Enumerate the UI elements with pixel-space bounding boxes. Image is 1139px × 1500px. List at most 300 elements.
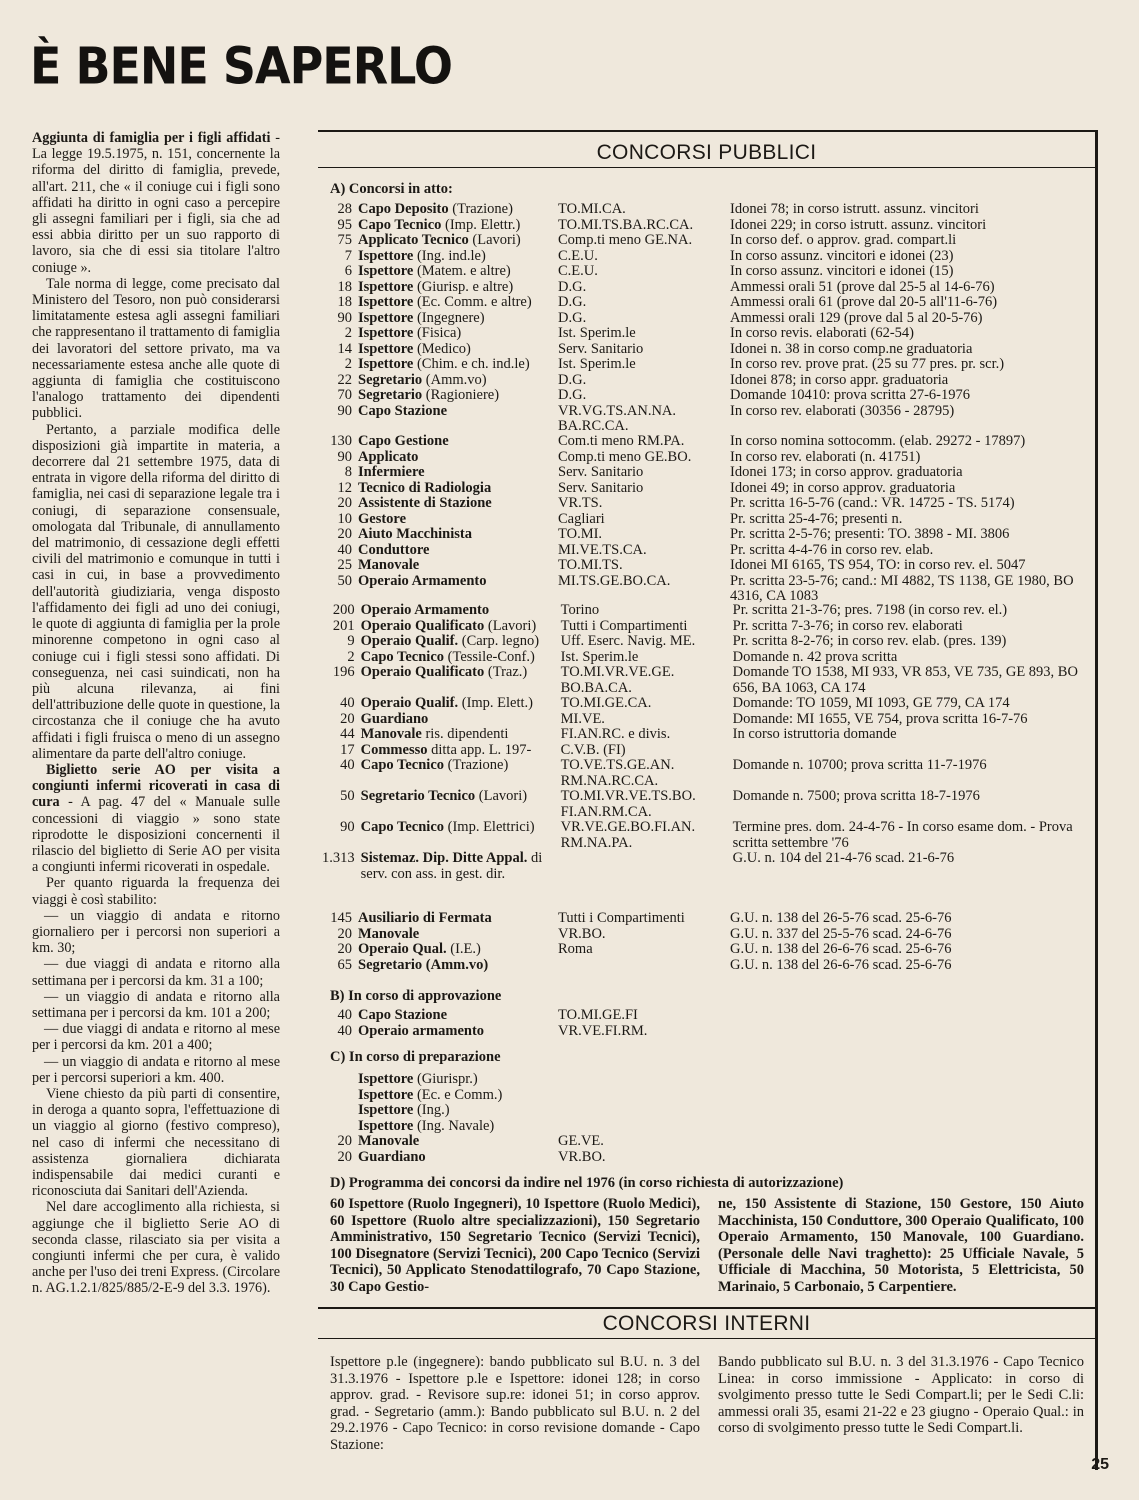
- sedi: MI.VE.TS.CA.: [558, 541, 647, 558]
- frequency-list-item: — un viaggio di andata e ritorno giornaliero per i percorsi non superiori a km. 30;: [32, 907, 280, 957]
- qualifica: [358, 373, 558, 389]
- qualifica: [358, 218, 558, 234]
- qualifica: [358, 342, 558, 358]
- sedi: Ist. Sperim.le: [560, 648, 639, 665]
- stato-concorso: G.U. n. 337 del 25-5-76 scad. 24-6-76: [730, 925, 952, 942]
- frequency-list-item: — un viaggio di andata e ritorno al mese per i percorsi superiori a km. 400.: [32, 1053, 280, 1086]
- sedi: Serv. Sanitario: [558, 340, 644, 357]
- qualifica: [358, 496, 558, 512]
- qualifica-note: (Traz.): [484, 664, 528, 680]
- sedi: VR.VG.TS.AN.NA. BA.RC.CA.: [558, 402, 677, 434]
- qualifica-name: Capo Tecnico: [358, 216, 442, 233]
- stato-concorso: Pr. scritta 2-5-76; presenti: TO. 3898 - MI. 3806: [730, 526, 1010, 542]
- concorsi-table-a1: [322, 202, 1082, 435]
- qualifica-note: (I.E.): [446, 941, 481, 957]
- qualifica: [358, 202, 558, 218]
- posti-count: 145: [330, 910, 352, 926]
- qualifica-name: Ispettore: [358, 247, 414, 264]
- right-border-rule: [1095, 130, 1098, 1470]
- qualifica: [358, 1008, 558, 1024]
- concorso-row: [322, 450, 1082, 466]
- stato-concorso: Idonei n. 38 in corso comp.ne graduatoria: [730, 340, 973, 357]
- qualifica-name: Ispettore: [358, 1102, 414, 1118]
- concorso-row: [322, 311, 1082, 327]
- concorsi-table-a3: [322, 603, 1085, 882]
- sedi: Serv. Sanitario: [558, 479, 644, 496]
- concorso-row: [322, 1119, 1082, 1135]
- left-column-article: [32, 130, 280, 1297]
- qualifica-name: Ispettore: [358, 1071, 414, 1087]
- concorso-row: [322, 1088, 1082, 1104]
- qualifica-name: Capo Stazione: [358, 1007, 448, 1023]
- qualifica: [358, 1134, 558, 1150]
- stato-concorso: [730, 1024, 1082, 1040]
- concorso-row: [322, 233, 1082, 249]
- paragraph: Pertanto, a parziale modifica delle disposizioni già impartite in materia, a decorrere dal 21 settembre 1975, data di entrata in vigore della riforma del diritto di famiglia, nei casi di separazione legale tra i coniugi, di separazione consensuale, omologata dal Tribunale, di annullamento del matrimonio, di cessazione degli effetti civili del matrimonio e comunque in tutti i casi in cui, in base a provvedimento dell'autorità giudiziaria, venga disposto l'affidamento dei figli ad uno dei coniugi, le quote di aggiunta di famiglia per la prole minorenne competono in ogni caso al coniuge cui i figli stessi sono affidati. Di conseguenza, nei casi suindicati, non ha più alcuna rilevanza, ai fini dell'attribuzione delle quote in questione, la circostanza che il coniuge che ha avuto affidati i figli fruisca o meno di un assegno alimentare da parte dell'altro coniuge.: [32, 421, 280, 762]
- posti-count: 20: [337, 1133, 352, 1149]
- interni-title-rule: [318, 1338, 1095, 1339]
- qualifica-name: Ispettore: [358, 294, 414, 310]
- sedi: VR.VE.GE.BO.FI.AN. RM.NA.PA.: [560, 819, 696, 851]
- section-d-heading: D) Programma dei concorsi da indire nel 1976 (in corso richiesta di autorizzazione): [330, 1175, 844, 1191]
- concorso-row: [322, 603, 1085, 619]
- concorsi-table-a2: [322, 434, 1082, 605]
- stato-concorso: Pr. scritta 16-5-76 (cand.: VR. 14725 - TS. 5174): [730, 495, 1015, 511]
- concorso-row: [322, 1103, 1082, 1119]
- sedi: TO.MI.GE.CA.: [560, 695, 652, 711]
- stato-concorso: [730, 1103, 1082, 1119]
- stato-concorso: G.U. n. 138 del 26-5-76 scad. 25-6-76: [730, 910, 952, 926]
- sedi: [558, 1119, 730, 1135]
- sedi: C.V.B. (FI): [560, 741, 626, 758]
- posti-count: [322, 1072, 358, 1088]
- posti-count: 18: [337, 278, 352, 295]
- qualifica: [361, 758, 561, 789]
- qualifica: [358, 942, 558, 958]
- qualifica-name: Ispettore: [358, 263, 414, 279]
- concorso-row: [322, 743, 1085, 759]
- stato-concorso: In corso nomina sottocomm. (elab. 29272 - 17897): [730, 433, 1026, 449]
- concorso-row: [322, 280, 1082, 296]
- sedi: [558, 1072, 730, 1088]
- stato-concorso: G.U. n. 138 del 26-6-76 scad. 25-6-76: [730, 956, 952, 973]
- qualifica: [358, 249, 558, 265]
- program-right: ne, 150 Assistente di Stazione, 150 Gestore, 150 Aiuto Macchinista, 150 Conduttore, 300 Operaio Qualificato, 100 Operaio Armamento, 150 Manovale, 100 Guardiano. (Personale delle Navi traghetto): 25 Ufficiale Navale, 5 Ufficiale di Macchina, 50 Motorista, 5 Elettricista, 50 Marinaio, 5 Carbonaio, 5 Carpentiere.: [718, 1196, 1084, 1295]
- stato-concorso: Pr. scritta 4-4-76 in corso rev. elab.: [730, 541, 934, 558]
- posti-count: 90: [337, 309, 352, 326]
- sedi: Tutti i Compartimenti: [560, 617, 688, 634]
- qualifica: [361, 743, 561, 759]
- stato-concorso: Termine pres. dom. 24-4-76 - In corso esame dom. - Prova scritta settembre '76: [732, 819, 1073, 851]
- top-rule: [318, 130, 1095, 132]
- sedi: D.G.: [558, 387, 587, 403]
- concorso-row: [322, 942, 1082, 958]
- stato-concorso: Ammessi orali 51 (prove dal 25-5 al 14-6-76): [730, 278, 995, 295]
- sedi: TO.VE.TS.GE.AN. RM.NA.RC.CA.: [560, 757, 675, 789]
- concorso-row: [322, 1024, 1082, 1040]
- sedi: [561, 851, 733, 882]
- frequency-list-item: — due viaggi di andata e ritorno alla settimana per i percorsi da km. 31 a 100;: [32, 956, 280, 989]
- concorso-row: [322, 434, 1082, 450]
- stato-concorso: Pr. scritta 7-3-76; in corso rev. elaborati: [732, 617, 963, 634]
- qualifica-note: (Trazione): [448, 201, 513, 217]
- posti-count: 50: [340, 788, 355, 804]
- sedi: [558, 958, 730, 974]
- sedi: VR.BO.: [558, 1148, 606, 1165]
- section-b-heading: B) In corso di approvazione: [330, 988, 502, 1004]
- stato-concorso: Idonei MI 6165, TS 954, TO: in corso rev. el. 5047: [730, 557, 1026, 573]
- section-c-heading: C) In corso di preparazione: [330, 1049, 501, 1065]
- concorso-row: [322, 357, 1082, 373]
- posti-count: 1.313: [322, 850, 355, 866]
- qualifica-name: Sistemaz. Dip. Ditte Appal.: [360, 850, 528, 866]
- concorso-row: [322, 326, 1082, 342]
- qualifica-note: (Ec. e Comm.): [413, 1086, 503, 1103]
- qualifica-name: Guardiano: [360, 710, 429, 727]
- stato-concorso: [730, 1150, 1082, 1166]
- qualifica: [361, 851, 561, 882]
- qualifica-name: Guardiano: [358, 1148, 426, 1165]
- posti-count: [322, 1088, 358, 1104]
- posti-count: 200: [332, 602, 355, 618]
- concorso-row: [322, 465, 1082, 481]
- posti-count: 201: [332, 617, 355, 634]
- sedi: TO.MI.TS.BA.RC.CA.: [558, 216, 694, 233]
- qualifica-name: Operaio Qualif.: [360, 633, 459, 649]
- posti-count: 40: [337, 1007, 352, 1023]
- article-aggiunta-famiglia: Aggiunta di famiglia per i figli affidati - La legge 19.5.1975, n. 151, concernente la riforma del diritto di famiglia, prevede, all'art. 211, che « il coniuge cui i figli sono affidati ha diritto in ogni caso a percepire gli assegni familiari per i figli, sia che ad essi abbia diritto per un suo rapporto di lavoro, sia che di essi sia titolare l'altro coniuge ».: [32, 130, 280, 276]
- stato-concorso: In corso assunz. vincitori e idonei (15): [730, 263, 954, 279]
- posti-count: 28: [337, 201, 352, 217]
- stato-concorso: [730, 1134, 1082, 1150]
- qualifica: [358, 465, 558, 481]
- frequency-list-item: — due viaggi di andata e ritorno al mese per i percorsi da km. 201 a 400;: [32, 1021, 280, 1054]
- section-a-heading: A) Concorsi in atto:: [330, 181, 453, 197]
- qualifica-name: Assistente di Stazione: [358, 495, 492, 511]
- stato-concorso: Idonei 229; in corso istrutt. assunz. vincitori: [730, 216, 987, 233]
- stato-concorso: [730, 1119, 1082, 1135]
- concorso-row: [322, 543, 1082, 559]
- stato-concorso: Domande n. 10700; prova scritta 11-7-1976: [732, 757, 987, 773]
- qualifica: [361, 665, 561, 696]
- qualifica: [358, 264, 558, 280]
- page-number: 25: [1091, 1456, 1109, 1473]
- sedi: [558, 1088, 730, 1104]
- stato-concorso: [733, 743, 1085, 759]
- qualifica: [358, 481, 558, 497]
- stato-concorso: [730, 1008, 1082, 1024]
- interni-top-rule: [318, 1307, 1095, 1309]
- qualifica-name: Segretario: [358, 387, 423, 403]
- qualifica: [358, 574, 558, 605]
- qualifica-note: (Trazione): [444, 757, 509, 773]
- qualifica-note: (Giurispr.): [413, 1071, 478, 1087]
- posti-count: [322, 1119, 358, 1135]
- qualifica-name: Gestore: [358, 510, 407, 527]
- sedi: Com.ti meno RM.PA.: [558, 433, 685, 449]
- sedi: D.G.: [558, 294, 587, 310]
- paragraph: Viene chiesto da più parti di consentire, in deroga a quanto sopra, l'effettuazione di un viaggio al giorno (festivo compreso), nel caso di infermi che necessitano di assistenza giornaliera dichiarata indispensabile dai medici curanti e riconosciuta dai Sanitari dell'Azienda.: [32, 1085, 280, 1200]
- stato-concorso: [730, 1072, 1082, 1088]
- qualifica: [361, 603, 561, 619]
- qualifica-name: Operaio Qualificato: [360, 664, 485, 680]
- qualifica-name: Capo Tecnico: [360, 757, 445, 773]
- qualifica-note: ditta app. L. 197-: [427, 741, 532, 758]
- qualifica: [358, 311, 558, 327]
- qualifica: [361, 789, 561, 820]
- sedi: D.G.: [558, 371, 587, 388]
- qualifica-note: (Imp. Elettr.): [441, 216, 521, 233]
- sedi: Ist. Sperim.le: [558, 325, 636, 341]
- qualifica: [358, 527, 558, 543]
- posti-count: 40: [340, 757, 355, 773]
- qualifica-name: Ispettore: [358, 340, 414, 357]
- posti-count: 40: [337, 541, 352, 558]
- qualifica-name: Infermiere: [358, 464, 425, 480]
- stato-concorso: Domande: MI 1655, VE 754, prova scritta 16-7-76: [732, 710, 1028, 727]
- posti-count: 65: [337, 956, 352, 973]
- posti-count: 20: [337, 495, 352, 511]
- concorso-row: [322, 481, 1082, 497]
- stato-concorso: Domande n. 42 prova scritta: [732, 648, 898, 665]
- posti-count: 196: [332, 664, 355, 680]
- qualifica-name: Ispettore: [358, 356, 414, 372]
- stato-concorso: Idonei 49; in corso approv. graduatoria: [730, 479, 956, 496]
- sedi: Uff. Eserc. Navig. ME.: [560, 633, 696, 649]
- qualifica-name: Capo Stazione: [358, 402, 448, 419]
- qualifica-name: Ispettore: [358, 309, 414, 326]
- posti-count: 20: [337, 1148, 352, 1165]
- sedi: Comp.ti meno GE.NA.: [558, 232, 693, 248]
- qualifica: [361, 820, 561, 851]
- concorso-row: [322, 218, 1082, 234]
- qualifica: [361, 696, 561, 712]
- stato-concorso: In corso revis. elaborati (62-54): [730, 325, 915, 341]
- qualifica-note: (Giurisp. e altre): [413, 278, 514, 295]
- sedi: VR.BO.: [558, 925, 606, 942]
- qualifica-name: Applicato Tecnico: [358, 232, 469, 248]
- qualifica: [358, 388, 558, 404]
- section-title-concorsi-pubblici: CONCORSI PUBBLICI: [596, 141, 817, 164]
- concorso-row: [322, 1072, 1082, 1088]
- concorso-row: [322, 202, 1082, 218]
- stato-concorso: In corso rev. prove prat. (25 su 77 pres. pr. scr.): [730, 356, 1005, 372]
- stato-concorso: Domande 10410: prova scritta 27-6-1976: [730, 387, 971, 403]
- sedi: TO.MI.TS.: [558, 557, 623, 573]
- qualifica-name: Capo Deposito: [358, 201, 449, 217]
- qualifica-name: Capo Tecnico: [360, 648, 445, 665]
- stato-concorso: Pr. scritta 21-3-76; pres. 7198 (in corso rev. el.): [732, 602, 1008, 618]
- posti-count: 12: [337, 479, 352, 496]
- sedi: Roma: [558, 941, 593, 957]
- qualifica-name: Capo Tecnico: [360, 819, 445, 835]
- interni-left: Ispettore p.le (ingegnere): bando pubblicato sul B.U. n. 3 del 31.3.1976 - Ispettore p.le e Ispettore: idonei 128; in corso approv. grad. - Revisore sup.re: idonei 51; in corso approv. grad. - Segretario (amm.): Bando pubblicato sul B.U. n. 2 del 29.2.1976 - Capo Tecnico: in corso revisione domande - Capo Stazione:: [330, 1354, 700, 1453]
- qualifica-note: (Carp. legno): [458, 633, 540, 649]
- qualifica-name: Segretario: [358, 371, 423, 388]
- article-title: Biglietto serie AO per visita a congiunti infermi ricoverati in casa di cura: [32, 761, 280, 811]
- qualifica-name: Operaio Qualif.: [360, 695, 459, 711]
- stato-concorso: In corso rev. elaborati (n. 41751): [730, 448, 921, 465]
- qualifica-note: (Ec. Comm. e altre): [413, 294, 532, 310]
- qualifica: [358, 911, 558, 927]
- posti-count: 90: [337, 402, 352, 419]
- concorso-row: [322, 696, 1085, 712]
- qualifica-name: Conduttore: [358, 541, 430, 558]
- qualifica-name: Capo Gestione: [358, 433, 449, 449]
- stato-concorso: [730, 1088, 1082, 1104]
- posti-count: 130: [330, 433, 352, 449]
- sedi: MI.VE.: [560, 710, 605, 727]
- qualifica-name: Tecnico di Radiologia: [358, 479, 492, 496]
- qualifica-name: Manovale: [358, 557, 420, 573]
- article-biglietto-ao: Biglietto serie AO per visita a congiunti infermi ricoverati in casa di cura - A pag. 47 del « Manuale sulle concessioni di viaggio » sono state riprodotte le disposizioni concernenti il rilascio del biglietto di Serie AO per visita a congiunti infermi ricoverati in ospedale.: [32, 761, 280, 876]
- sedi: TO.MI.: [558, 526, 603, 542]
- sedi: Serv. Sanitario: [558, 464, 644, 480]
- qualifica-note: (Lavori): [484, 617, 537, 634]
- program-left: 60 Ispettore (Ruolo Ingegneri), 10 Ispettore (Ruolo Medici), 60 Ispettore (Ruolo altre specializzazioni), 150 Segretario Amministrativo, 150 Segretario Tecnico (Servizi Tecnici), 100 Disegnatore (Servizi Tecnici), 200 Capo Tecnico (Servizi Tecnici), 50 Applicato Stenodattilografo, 70 Capo Stazione, 30 Capo Gestio-: [330, 1196, 700, 1295]
- stato-concorso: Domande n. 7500; prova scritta 18-7-1976: [732, 788, 980, 804]
- concorso-row: [322, 958, 1082, 974]
- qualifica: [361, 634, 561, 650]
- posti-count: 20: [337, 941, 352, 957]
- sedi: C.E.U.: [558, 247, 598, 264]
- sedi: Cagliari: [558, 510, 605, 527]
- qualifica-name: Operaio Qualificato: [360, 617, 485, 634]
- posti-count: 20: [340, 710, 355, 727]
- posti-count: 25: [337, 557, 352, 573]
- concorso-row: [322, 558, 1082, 574]
- concorso-row: [322, 574, 1082, 605]
- posti-count: 20: [337, 925, 352, 942]
- qualifica: [358, 404, 558, 435]
- posti-count: 90: [337, 448, 352, 465]
- qualifica-note: di serv. con ass. in gest. dir.: [360, 850, 543, 882]
- sedi: GE.VE.: [558, 1133, 604, 1149]
- sedi: MI.TS.GE.BO.CA.: [558, 572, 671, 589]
- qualifica-note: (Lavori): [468, 232, 521, 248]
- stato-concorso: In corso rev. elaborati (30356 - 28795): [730, 402, 955, 419]
- qualifica: [358, 1150, 558, 1166]
- posti-count: 2: [344, 356, 352, 372]
- qualifica-name: Ispettore: [358, 1117, 414, 1134]
- qualifica: [361, 727, 561, 743]
- posti-count: 70: [337, 387, 352, 403]
- concorso-row: [322, 1134, 1082, 1150]
- concorso-row: [322, 496, 1082, 512]
- title-rule: [318, 167, 1095, 168]
- qualifica-note: (Amm.vo): [422, 371, 487, 388]
- qualifica-name: Ispettore: [358, 325, 414, 341]
- posti-count: 20: [337, 526, 352, 542]
- concorso-row: [322, 512, 1082, 528]
- stato-concorso: Idonei 173; in corso approv. graduatoria: [730, 464, 963, 480]
- qualifica: [358, 1119, 558, 1135]
- qualifica: [361, 650, 561, 666]
- concorso-row: [322, 665, 1085, 696]
- sedi: D.G.: [558, 278, 587, 295]
- qualifica-name: Operaio Armamento: [358, 572, 487, 589]
- qualifica: [358, 543, 558, 559]
- stato-concorso: G.U. n. 138 del 26-6-76 scad. 25-6-76: [730, 941, 952, 957]
- posti-count: 95: [337, 216, 352, 233]
- qualifica: [358, 280, 558, 296]
- stato-concorso: Idonei 78; in corso istrutt. assunz. vincitori: [730, 201, 979, 217]
- qualifica-name: Manovale: [360, 726, 422, 742]
- stato-concorso: Ammessi orali 61 (prove dal 20-5 all'11-6-76): [730, 294, 998, 310]
- qualifica-name: Operaio armamento: [358, 1022, 485, 1039]
- posti-count: 7: [344, 247, 352, 264]
- posti-count: [322, 1103, 358, 1119]
- posti-count: 22: [337, 371, 352, 388]
- stato-concorso: Pr. scritta 25-4-76; presenti n.: [730, 510, 903, 527]
- concorso-row: [322, 712, 1085, 728]
- qualifica: [361, 619, 561, 635]
- qualifica-name: Segretario (Amm.vo): [358, 956, 489, 973]
- concorso-row: [322, 758, 1085, 789]
- sedi: Tutti i Compartimenti: [558, 910, 685, 926]
- posti-count: 44: [340, 726, 355, 742]
- sedi: TO.MI.VR.VE.GE. BO.BA.CA.: [560, 664, 675, 696]
- qualifica-name: Segretario Tecnico: [360, 788, 476, 804]
- concorso-row: [322, 650, 1085, 666]
- qualifica-name: Operaio Armamento: [360, 602, 490, 618]
- sedi: TO.MI.GE.FI: [558, 1007, 638, 1023]
- posti-count: 9: [347, 633, 355, 649]
- qualifica-note: (Imp. Elett.): [458, 695, 534, 711]
- stato-concorso: Pr. scritta 8-2-76; in corso rev. elab. (pres. 139): [732, 633, 1007, 649]
- concorso-row: [322, 911, 1082, 927]
- concorso-row: [322, 789, 1085, 820]
- concorso-row: [322, 404, 1082, 435]
- qualifica: [358, 1072, 558, 1088]
- qualifica-note: (Lavori): [475, 788, 528, 804]
- concorso-row: [322, 373, 1082, 389]
- stato-concorso: G.U. n. 104 del 21-4-76 scad. 21-6-76: [732, 850, 955, 866]
- qualifica-note: (Ing.): [413, 1102, 450, 1118]
- concorso-row: [322, 342, 1082, 358]
- qualifica-note: (Ingegnere): [413, 309, 485, 326]
- stato-concorso: Idonei 878; in corso appr. graduatoria: [730, 371, 949, 388]
- posti-count: 90: [340, 819, 355, 835]
- qualifica-note: (Ing. Navale): [413, 1117, 495, 1134]
- qualifica-note: (Ing. ind.le): [413, 247, 486, 264]
- qualifica: [361, 712, 561, 728]
- qualifica: [358, 357, 558, 373]
- concorso-row: [322, 264, 1082, 280]
- qualifica-name: Manovale: [358, 925, 420, 942]
- concorso-row: [322, 249, 1082, 265]
- qualifica-name: Ispettore: [358, 1086, 414, 1103]
- posti-count: 18: [337, 294, 352, 310]
- qualifica-name: Manovale: [358, 1133, 420, 1149]
- qualifica-note: (Tessile-Conf.): [444, 648, 535, 665]
- sedi: D.G.: [558, 309, 587, 326]
- posti-count: 75: [337, 232, 352, 248]
- page-title: È BENE SAPERLO: [30, 36, 452, 96]
- posti-count: 6: [344, 263, 352, 279]
- qualifica-name: Applicato: [358, 448, 419, 465]
- qualifica: [358, 233, 558, 249]
- concorso-row: [322, 634, 1085, 650]
- posti-count: 8: [344, 464, 352, 480]
- concorsi-table-c: [322, 1072, 1082, 1165]
- paragraph: Tale norma di legge, come precisato dal Ministero del Tesoro, non può considerarsi limitatamente estesa agli assegni familiari che rappresentano il trattamento di famiglia dei lavoratori del settore privato, ma va necessariamente estesa anche alle quote di aggiunta di famiglia che costituiscono l'analogo trattamento dei dipendenti pubblici.: [32, 275, 280, 422]
- posti-count: 50: [337, 572, 352, 589]
- stato-concorso: Domande: TO 1059, MI 1093, GE 779, CA 174: [732, 695, 1010, 711]
- concorso-row: [322, 527, 1082, 543]
- qualifica-note: (Matem. e altre): [413, 263, 511, 279]
- posti-count: 2: [344, 325, 352, 341]
